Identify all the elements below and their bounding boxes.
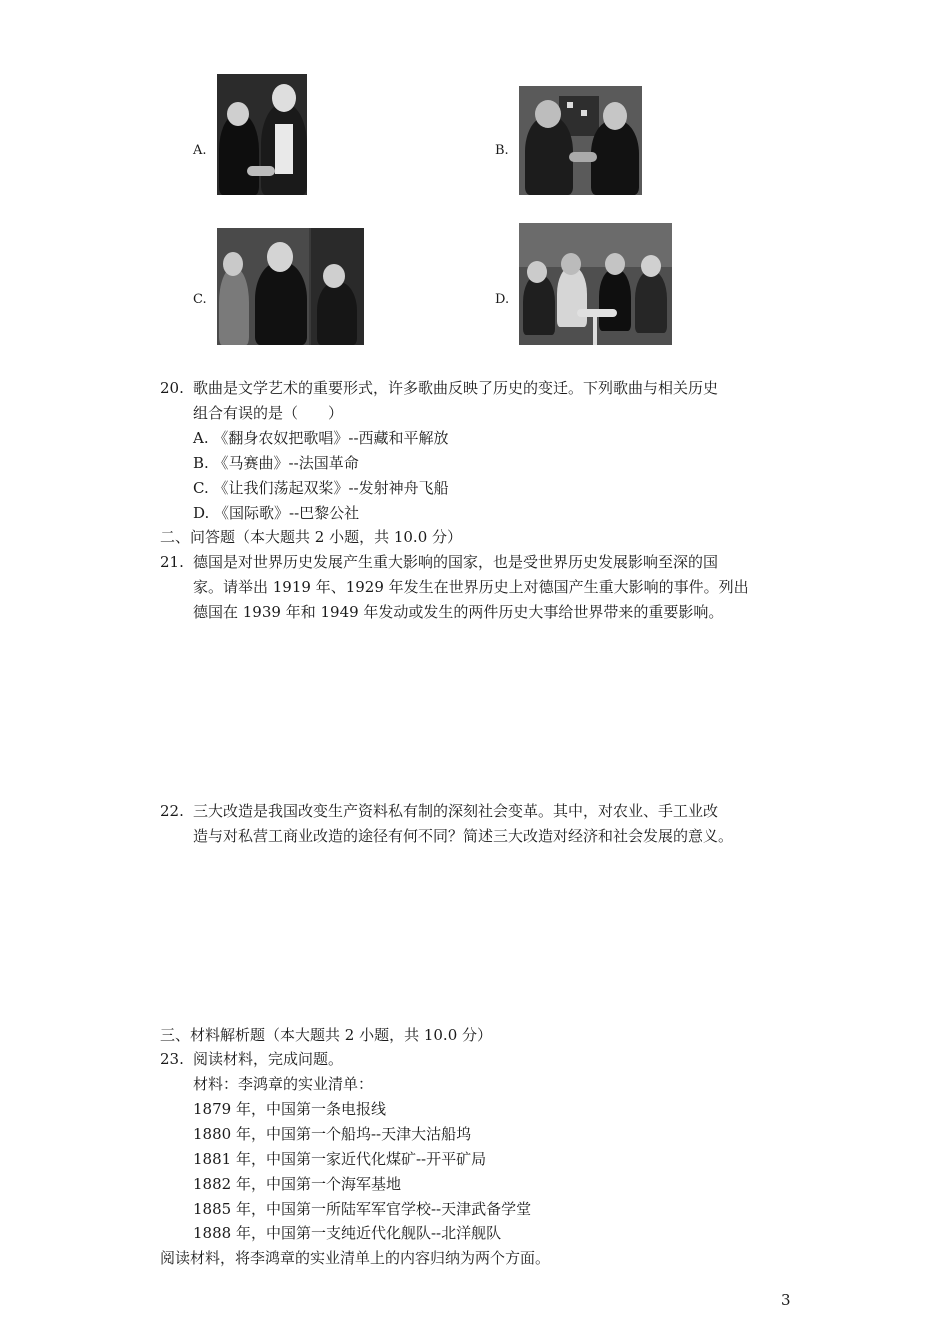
q21-line3: 德国在 1939 年和 1949 年发动或发生的两件历史大事给世界带来的重要影响。 bbox=[193, 603, 724, 621]
option-a-label: A. bbox=[193, 143, 207, 158]
q23-item-1879: 1879 年，中国第一条电报线 bbox=[193, 1100, 386, 1118]
q22-number: 22. bbox=[160, 802, 184, 820]
q20-option-c: C. 《让我们荡起双桨》--发射神舟飞船 bbox=[193, 479, 449, 497]
q21-number: 21. bbox=[160, 553, 184, 571]
section2-heading: 二、问答题（本大题共 2 小题，共 10.0 分） bbox=[160, 528, 463, 546]
option-c-label: C. bbox=[193, 292, 207, 307]
q23-item-1888: 1888 年，中国第一支纯近代化舰队--北洋舰队 bbox=[193, 1224, 502, 1242]
q23-intro: 阅读材料，完成问题。 bbox=[193, 1050, 344, 1068]
section3-heading: 三、材料解析题（本大题共 2 小题，共 10.0 分） bbox=[160, 1026, 493, 1044]
option-b-label: B. bbox=[495, 143, 509, 158]
q23-item-1885: 1885 年，中国第一所陆军军官学校--天津武备学堂 bbox=[193, 1200, 532, 1218]
q22-line2: 造与对私营工商业改造的途径有何不同？简述三大改造对经济和社会发展的意义。 bbox=[193, 827, 734, 845]
q20-stem-line2: 组合有误的是（ ） bbox=[193, 404, 344, 422]
q20-option-b: B. 《马赛曲》--法国革命 bbox=[193, 454, 359, 472]
option-c-photo bbox=[217, 228, 364, 345]
page-number: 3 bbox=[781, 1291, 791, 1309]
q21-line2: 家。请举出 1919 年、1929 年发生在世界历史上对德国产生重大影响的事件。列出 bbox=[193, 578, 749, 596]
q20-stem-line1: 歌曲是文学艺术的重要形式，许多歌曲反映了历史的变迁。下列歌曲与相关历史 bbox=[193, 379, 719, 397]
q23-material-title: 材料：李鸿章的实业清单： bbox=[193, 1075, 374, 1093]
q20-option-a: A. 《翻身农奴把歌唱》--西藏和平解放 bbox=[193, 429, 449, 447]
q22-line1: 三大改造是我国改变生产资料私有制的深刻社会变革。其中，对农业、手工业改 bbox=[193, 802, 719, 820]
q21-line1: 德国是对世界历史发展产生重大影响的国家，也是受世界历史发展影响至深的国 bbox=[193, 553, 719, 571]
q23-item-1882: 1882 年，中国第一个海军基地 bbox=[193, 1175, 401, 1193]
option-d-label: D. bbox=[495, 292, 510, 307]
q20-number: 20. bbox=[160, 379, 184, 397]
q23-number: 23. bbox=[160, 1050, 184, 1068]
option-a-photo bbox=[217, 74, 307, 195]
option-d-photo bbox=[519, 223, 672, 345]
q20-option-d: D. 《国际歌》--巴黎公社 bbox=[193, 504, 360, 522]
q23-question: 阅读材料，将李鸿章的实业清单上的内容归纳为两个方面。 bbox=[160, 1249, 551, 1267]
q23-item-1881: 1881 年，中国第一家近代化煤矿--开平矿局 bbox=[193, 1150, 487, 1168]
option-b-photo bbox=[519, 86, 642, 195]
q23-item-1880: 1880 年，中国第一个船坞--天津大沽船坞 bbox=[193, 1125, 472, 1143]
